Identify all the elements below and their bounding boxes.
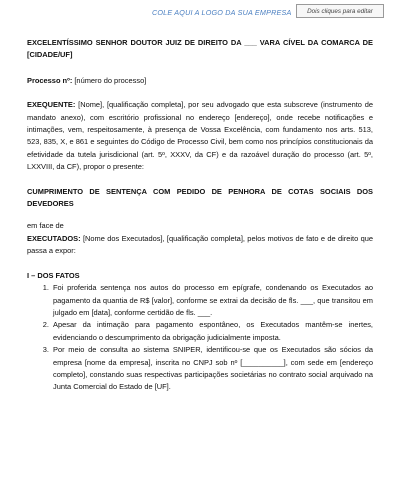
exequente-text: [Nome], [qualificação completa], por seu advogado que esta subscreve (instrumento de mandato anexo), com escritório profissional no endereço [endereço], onde recebe notificações e intimações, vem, respeitosamente, à presença de Vossa Excelência, com fundamento nos arts. 513, 523, 835, X, e 861 e seguintes do Código de Processo Civil, bem como nos princípios constitucionais da efetividade da tutela jurisdicional (art. 5º, XXXV, da CF) e da razoável duração do processo (art. 5º, LXXVIII, da CF), propor o presente: <box>27 100 373 172</box>
fact-item: 2. Apesar da intimação para pagamento espontâneo, os Executados mantêm-se inertes, evidenciando o descumprimento da obrigação judicialmente imposta. <box>51 319 373 344</box>
fact-item: 1. Foi proferida sentença nos autos do processo em epígrafe, condenando os Executados ao pagamento da quantia de R$ [valor], conforme se extrai da decisão de fls. ___, que transitou em julgado em [data], conforme certidão de fls. ___. <box>51 282 373 319</box>
exequente-label: EXEQUENTE: <box>27 100 76 110</box>
process-value: [número do processo] <box>72 75 147 85</box>
section-title-facts: I – DOS FATOS <box>27 270 80 280</box>
fact-item: 3. Por meio de consulta ao sistema SNIPER, identificou-se que os Executados são sócios da empresa [nome da empresa], inscrita no CNPJ sob nº [__________], com sede em [endereço completo], constando suas respectivas participações societárias no contrato social arquivado na Junta Comercial do Estado de [UF]. <box>51 344 373 394</box>
process-label: Processo nº: <box>27 75 73 85</box>
exequente-paragraph <box>27 99 373 173</box>
executados-label: EXECUTADOS: <box>27 233 81 243</box>
facts-list <box>27 282 373 394</box>
process-number-line <box>27 75 373 87</box>
em-face-text: em face de <box>27 221 64 231</box>
petition-body <box>27 37 373 394</box>
document-header <box>27 0 373 30</box>
action-title: CUMPRIMENTO DE SENTENÇA COM PEDIDO DE PENHORA DE COTAS SOCIAIS DOS DEVEDORES <box>27 186 373 209</box>
edit-button[interactable]: Dois cliques para editar <box>296 4 384 18</box>
petition-addressee: EXCELENTÍSSIMO SENHOR DOUTOR JUIZ DE DIREITO DA ___ VARA CÍVEL DA COMARCA DE [CIDADE/UF] <box>27 38 373 60</box>
executados-text: [Nome dos Executados], [qualificação completa], pelos motivos de fato e de direito que passa a expor: <box>27 233 373 256</box>
logo-placeholder[interactable]: COLE AQUI A LOGO DA SUA EMPRESA <box>152 8 292 17</box>
executados-paragraph <box>27 233 373 258</box>
